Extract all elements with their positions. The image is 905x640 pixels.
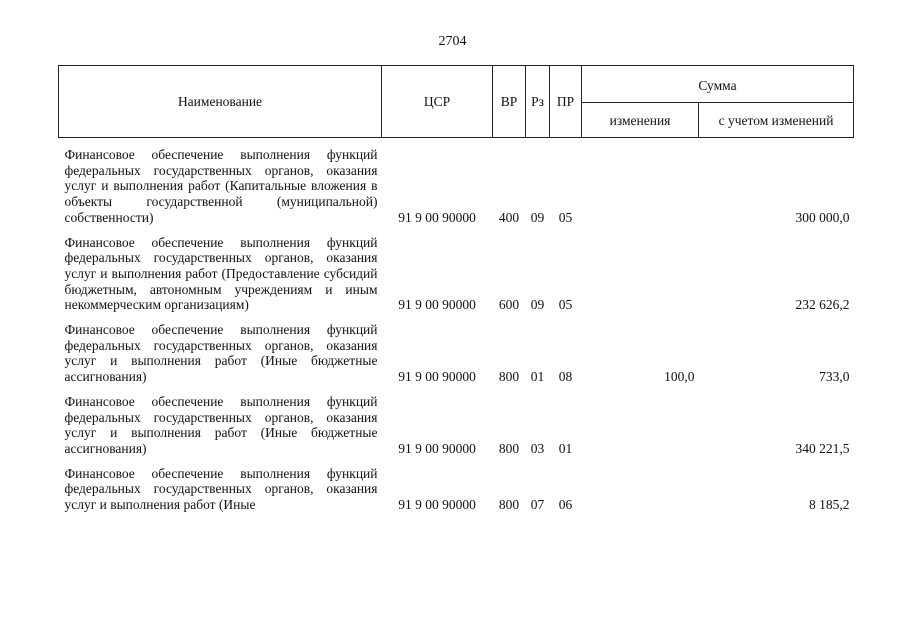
cell-csr: 91 9 00 90000 <box>398 297 476 313</box>
cell-pr: 05 <box>558 297 573 313</box>
cell-vr: 400 <box>498 209 520 225</box>
cell-name: Финансовое обеспечение выполнения функций федеральных государственных органов, оказания услуг и выполнения работ (Иные бюджетные ассигнования) <box>64 322 378 385</box>
table-header <box>59 66 854 138</box>
table-row <box>59 235 854 323</box>
page-number: 2704 <box>438 34 467 49</box>
cell-rz: 03 <box>530 440 545 456</box>
cell-csr: 91 9 00 90000 <box>398 209 476 225</box>
column-header-csr: ЦСР <box>382 66 493 138</box>
cell-pr: 06 <box>558 497 573 513</box>
cell-total: 232 626,2 <box>795 297 850 313</box>
cell-rz: 01 <box>530 369 545 385</box>
cell-name: Финансовое обеспечение выполнения функций федеральных государственных органов, оказания услуг и выполнения работ (Капитальные вложения в объекты государственной (муниципальной) собственности) <box>64 147 378 225</box>
column-header-sum-total: с учетом изменений <box>699 103 854 138</box>
cell-total: 733,0 <box>819 369 850 385</box>
cell-total: 8 185,2 <box>809 497 850 513</box>
column-header-vr: ВР <box>493 66 526 138</box>
cell-rz: 07 <box>530 497 545 513</box>
column-header-sum-change: изменения <box>582 103 699 138</box>
cell-change: 100,0 <box>664 369 695 385</box>
cell-pr: 05 <box>558 209 573 225</box>
table-row <box>59 466 854 522</box>
column-header-sum: Сумма <box>582 66 854 103</box>
cell-name: Финансовое обеспечение выполнения функций федеральных государственных органов, оказания услуг и выполнения работ (Иные <box>64 465 378 513</box>
cell-csr: 91 9 00 90000 <box>398 440 476 456</box>
table-row <box>59 394 854 466</box>
cell-csr: 91 9 00 90000 <box>398 497 476 513</box>
cell-rz: 09 <box>530 209 545 225</box>
table-row <box>59 138 854 235</box>
cell-name: Финансовое обеспечение выполнения функций федеральных государственных органов, оказания услуг и выполнения работ (Иные бюджетные ассигнования) <box>64 393 378 456</box>
cell-change <box>582 235 699 323</box>
cell-total: 300 000,0 <box>795 209 850 225</box>
budget-table <box>58 65 854 522</box>
table-body <box>59 138 854 522</box>
cell-change <box>582 466 699 522</box>
column-header-name: Наименование <box>59 66 382 138</box>
cell-pr: 08 <box>558 369 573 385</box>
column-header-rz: Рз <box>526 66 550 138</box>
cell-vr: 600 <box>498 297 520 313</box>
cell-rz: 09 <box>530 297 545 313</box>
cell-change <box>582 138 699 235</box>
cell-vr: 800 <box>498 369 520 385</box>
cell-name: Финансовое обеспечение выполнения функций федеральных государственных органов, оказания услуг и выполнения работ (Предоставление субсидий бюджетным, автономным учреждениям и иным некоммерческим организациям) <box>64 234 378 313</box>
cell-total: 340 221,5 <box>795 440 850 456</box>
table-row <box>59 322 854 394</box>
cell-change <box>582 394 699 466</box>
cell-vr: 800 <box>498 497 520 513</box>
cell-vr: 800 <box>498 440 520 456</box>
cell-csr: 91 9 00 90000 <box>398 369 476 385</box>
cell-pr: 01 <box>558 440 573 456</box>
column-header-pr: ПР <box>550 66 582 138</box>
